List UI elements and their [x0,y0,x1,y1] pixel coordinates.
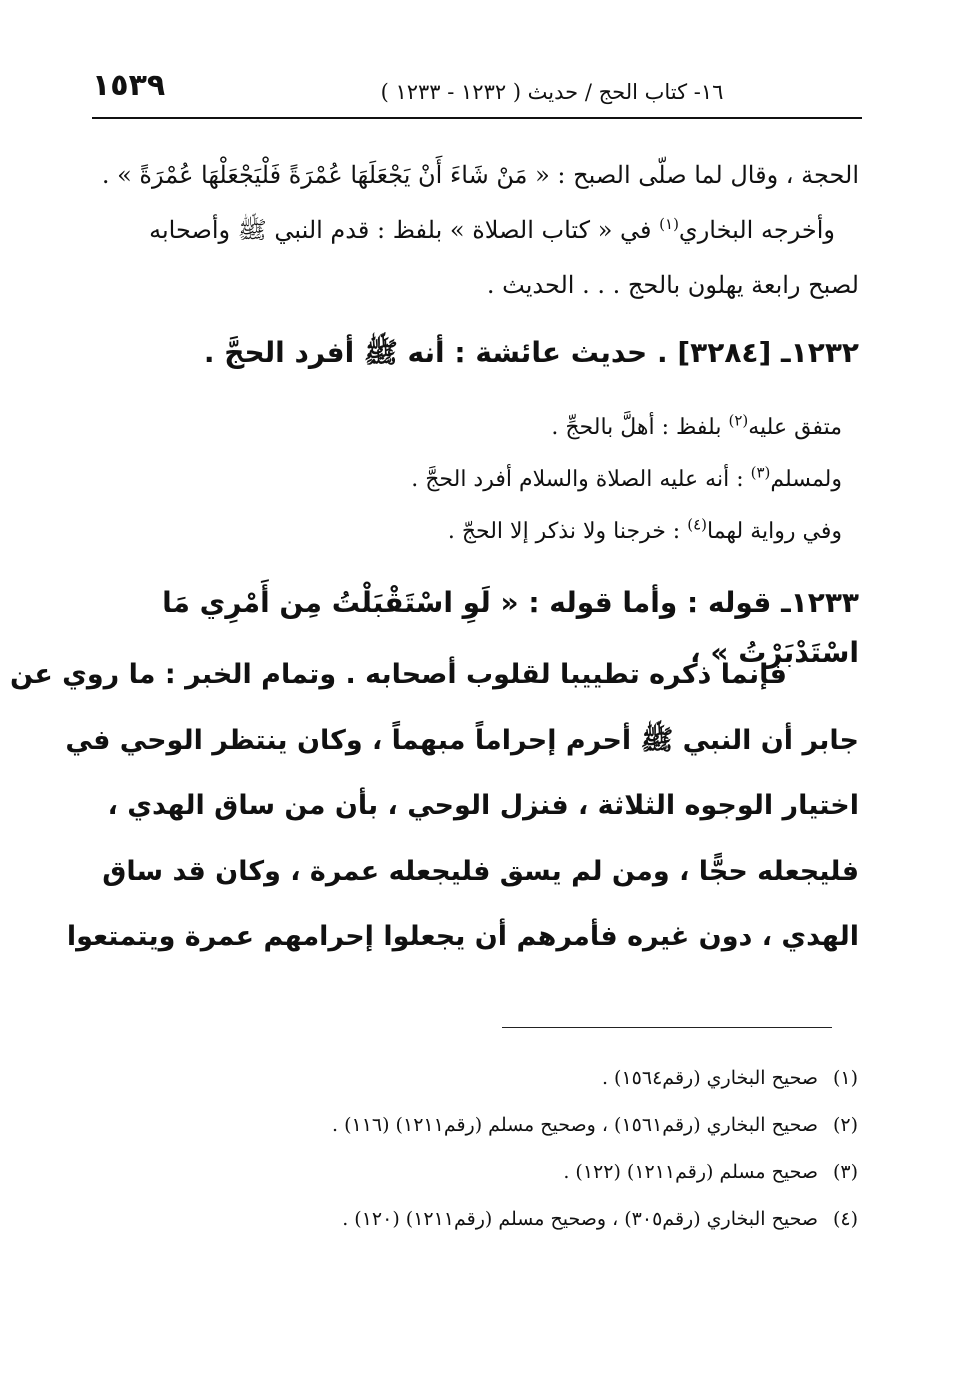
footnote-2 [100,1102,858,1149]
takhrij-line-2-post: : أنه عليه الصلاة والسلام أفرد الحجَّ . [411,467,751,492]
takhrij-1232 [110,402,842,558]
footnote-number: (٤) [832,1208,858,1230]
commentary-line-4: فليجعله حجًّا ، ومن لم يسق فليجعله عمرة ، وكان قد ساق [102,855,859,887]
page-header [92,66,862,116]
footnote-text: صحيح مسلم (رقم١٢١١) (١٢٢) . [563,1161,818,1183]
footnote-3 [100,1149,858,1196]
takhrij-line-1 [110,402,842,454]
commentary-1233 [10,642,859,970]
intro-paragraph [95,148,859,313]
takhrij-line-3-pre: وفي رواية لهما [706,519,842,544]
running-title: ١٦- كتاب الحج / حديث ( ١٢٣٢ - ١٢٣٣ ) [380,80,724,104]
intro-line-2 [95,203,859,258]
footnote-ref-4: (٤) [687,515,707,534]
footnote-ref-3: (٣) [750,463,771,482]
commentary-line-5: الهدي ، دون غيره فأمرهم أن يجعلوا إحرامهم عمرة ويتمتعوا [66,921,859,952]
footnote-number: (٢) [832,1114,858,1136]
takhrij-line-3-post: : خرجنا ولا نذكر إلا الحجّ . [447,519,688,544]
hadith-heading-1233: ١٢٣٣ـ قوله : وأما قوله : « لَوِ اسْتَقْبَلْتُ مِن أَمْرِي مَا اسْتَدْبَرْتُ » ، [162,586,859,669]
footnote-ref-2: (٢) [728,411,749,430]
takhrij-line-3 [110,506,842,558]
footnote-rule [502,1027,832,1028]
footnote-number: (١) [832,1067,858,1089]
intro-line-1: الحجة ، وقال لما صلّى الصبح : « مَنْ شَاءَ أَنْ يَجْعَلَهَا عُمْرَةً فَلْيَجْعَلْهَا عُمْرَةً » . [101,161,859,189]
page-number: ١٥٣٩ [92,68,166,103]
footnote-text: صحيح البخاري (رقم٣٠٥) ، وصحيح مسلم (رقم١٢١١) (١٢٠) . [342,1208,818,1230]
footnote-number: (٣) [832,1161,858,1183]
takhrij-line-1-pre: متفق عليه [748,415,842,440]
intro-line-2-end: في « كتاب الصلاة » بلفظ : قدم النبي ﷺ وأصحابه [149,216,660,244]
takhrij-line-2 [110,454,842,506]
intro-line-2-start: وأخرجه البخاري [678,216,835,244]
commentary-line-1: فإنما ذكره تطييبا لقلوب أصحابه . وتمام الخبر : ما روي عن [10,659,787,690]
commentary-line-2: جابر أن النبي ﷺ أحرم إحراماً مبهماً ، وكان ينتظر الوحي في [65,724,859,756]
footnote-text: صحيح البخاري (رقم١٥٦١) ، وصحيح مسلم (رقم١٢١١) (١١٦) . [331,1114,818,1136]
takhrij-line-1-post: بلفظ : أهلَّ بالحجِّ . [551,415,729,440]
intro-line-3: لصبح رابعة يهلون بالحج . . . الحديث . [486,271,859,299]
hadith-heading-1232: ١٢٣٢ـ [٣٢٨٤] . حديث عائشة : أنه ﷺ أفرد الحجَّ . [203,336,859,369]
footnote-ref-1: (١) [659,215,679,233]
commentary-line-3: اختيار الوجوه الثلاثة ، فنزل الوحي ، بأن من ساق الهدي ، [107,790,859,821]
header-rule [92,117,862,119]
footnote-text: صحيح البخاري (رقم١٥٦٤) . [601,1067,818,1089]
footnote-1 [100,1055,858,1102]
footnote-4 [100,1196,858,1243]
takhrij-line-2-pre: ولمسلم [770,467,842,492]
footnotes [100,1055,858,1243]
